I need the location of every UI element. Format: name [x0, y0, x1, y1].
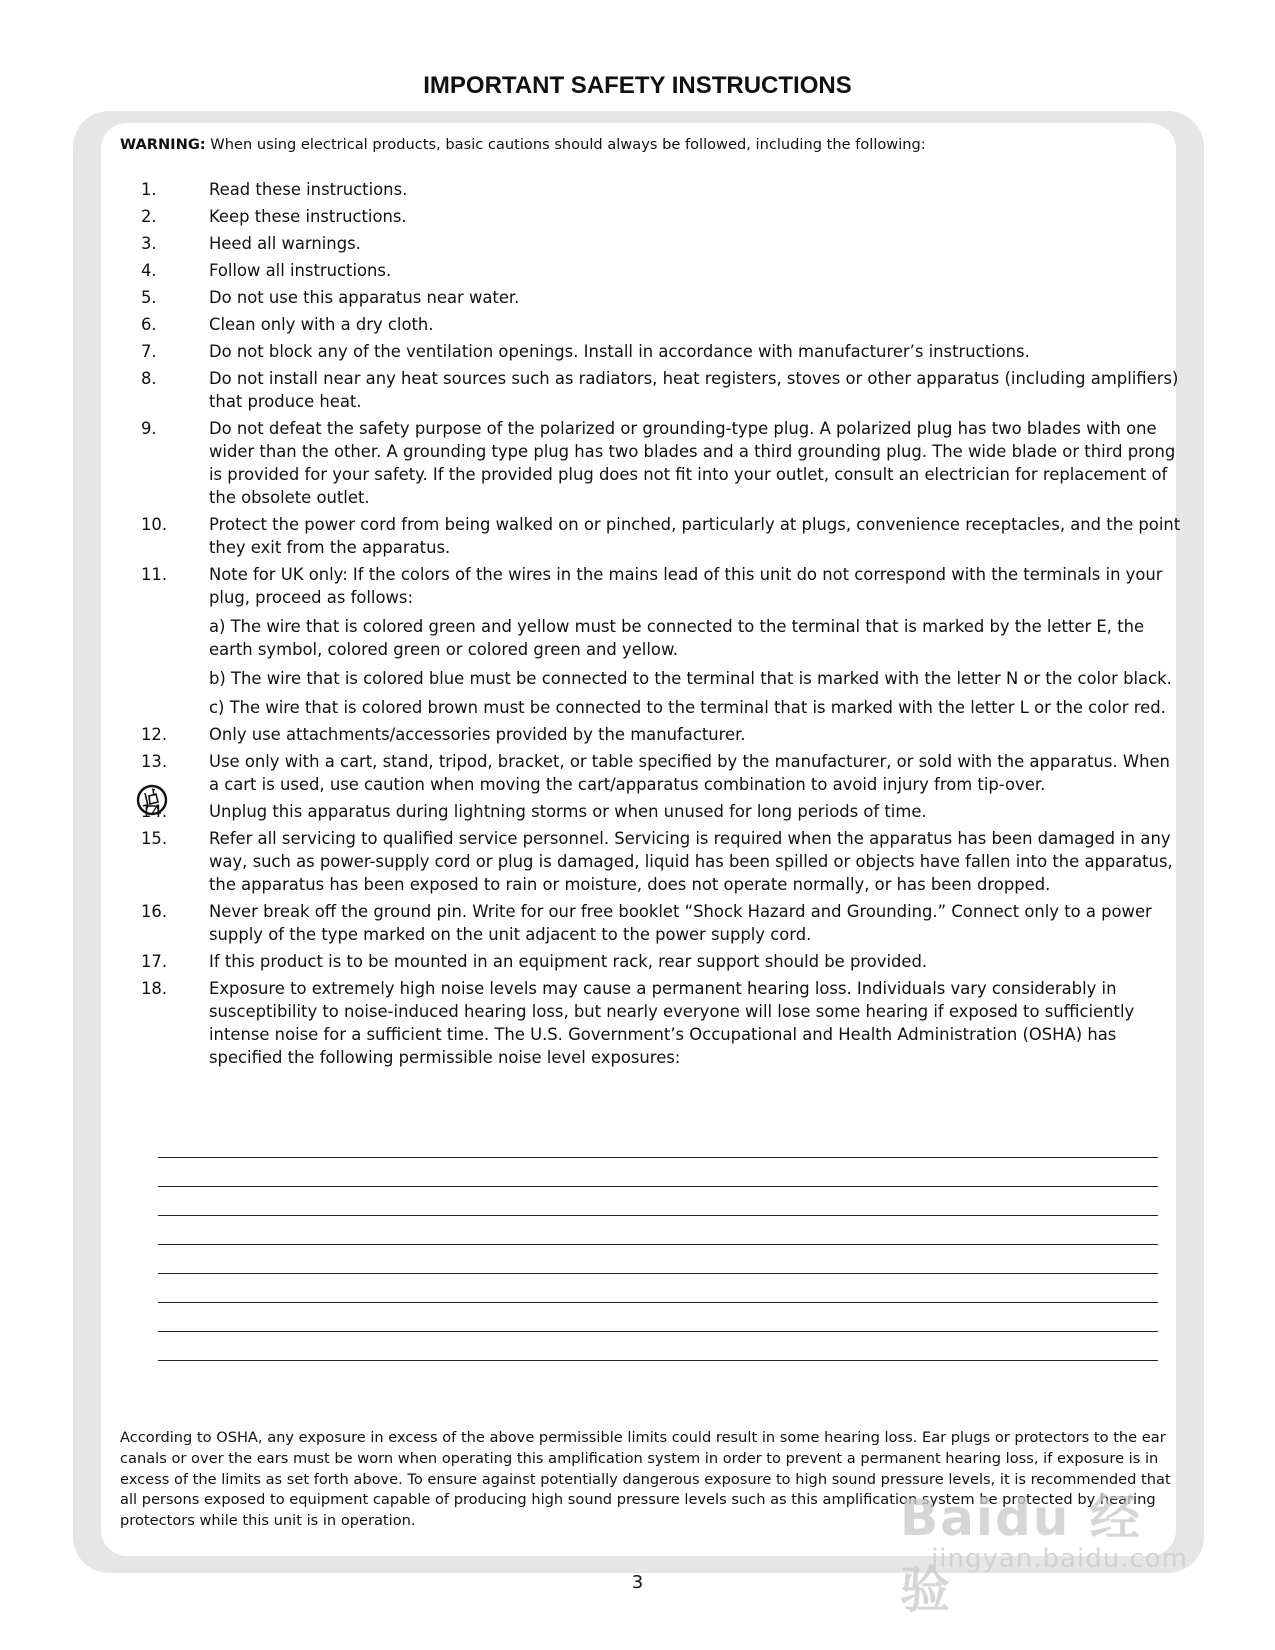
item-number: 13.: [141, 752, 168, 771]
item-number: 7.: [141, 342, 157, 361]
item-text: Refer all servicing to qualified service personnel. Servicing is required when the apparatus has been damaged in any way, such as power-supply cord or plug is damaged, liquid has been spilled or objects have fallen into the apparatus, the apparatus has been exposed to rain or moisture, does not operate normally, or has been dropped.: [209, 829, 1173, 894]
item-text: Never break off the ground pin. Write for our free booklet “Shock Hazard and Grounding.” Connect only to a power supply of the type marked on the unit adjacent to the power supply cord.: [209, 902, 1152, 944]
warning-text: When using electrical products, basic cautions should always be followed, including the following:: [210, 136, 926, 153]
item-number: 5.: [141, 288, 157, 307]
item-text: If this product is to be mounted in an equipment rack, rear support should be provided.: [209, 952, 928, 971]
item-number: 11.: [141, 565, 168, 584]
item-text: Unplug this apparatus during lightning storms or when unused for long periods of time.: [209, 802, 927, 821]
item-number: 2.: [141, 207, 157, 226]
item-number: 4.: [141, 261, 157, 280]
table-rule: [158, 1157, 1158, 1158]
table-rule: [158, 1215, 1158, 1216]
warning-line: [120, 135, 1170, 155]
watermark-url: jingyan.baidu.com: [931, 1544, 1188, 1574]
uk-note: a) The wire that is colored green and yellow must be connected to the terminal that is marked by the letter E, the earth symbol, colored green or colored green and yellow.: [209, 617, 1145, 659]
list-item: [141, 178, 1181, 201]
item-text: Do not block any of the ventilation openings. Install in accordance with manufacturer’s instructions.: [209, 342, 1030, 361]
item-text: Use only with a cart, stand, tripod, bracket, or table specified by the manufacturer, or sold with the apparatus. When a cart is used, use caution when moving the cart/apparatus combination to avoid injury from tip-over.: [209, 752, 1170, 794]
list-item: [141, 977, 1181, 1069]
item-number: 8.: [141, 369, 157, 388]
list-item: [141, 205, 1181, 228]
instructions-list: [141, 178, 1181, 1073]
item-number: 15.: [141, 829, 168, 848]
item-text: Protect the power cord from being walked on or pinched, particularly at plugs, convenience receptacles, and the point they exit from the apparatus.: [209, 515, 1181, 557]
list-item: [141, 950, 1181, 973]
list-item: [141, 367, 1181, 413]
warning-label: WARNING:: [120, 136, 206, 153]
item-number: 3.: [141, 234, 157, 253]
list-item: [141, 563, 1181, 609]
list-item: [141, 750, 1181, 796]
item-text: Only use attachments/accessories provided by the manufacturer.: [209, 725, 746, 744]
page-number: 3: [631, 1572, 644, 1593]
item-text: Do not install near any heat sources such as radiators, heat registers, stoves or other apparatus (including amplifiers) that produce heat.: [209, 369, 1179, 411]
table-rule: [158, 1331, 1158, 1332]
item-number: 6.: [141, 315, 157, 334]
list-item: [141, 232, 1181, 255]
cart-tip-over-warning-icon: [136, 784, 168, 816]
list-item: [141, 900, 1181, 946]
uk-note: b) The wire that is colored blue must be connected to the terminal that is marked with the letter N or the color black.: [209, 669, 1172, 688]
item-text: Exposure to extremely high noise levels may cause a permanent hearing loss. Individuals vary considerably in susceptibility to noise-induced hearing loss, but nearly everyone will lose some hearing if exposed to sufficiently intense noise for a sufficient time. The U.S. Government’s Occupational and Health Administration (OSHA) has specified the following permissible noise level exposures:: [209, 979, 1135, 1067]
item-number: 12.: [141, 725, 168, 744]
item-number: 9.: [141, 419, 157, 438]
item-text: Note for UK only: If the colors of the wires in the mains lead of this unit do not correspond with the terminals in your plug, proceed as follows:: [209, 565, 1163, 607]
item-number: 1.: [141, 180, 157, 199]
item-text: Do not use this apparatus near water.: [209, 288, 520, 307]
watermark-main: Baidu 经验: [900, 1489, 1142, 1619]
item-text: Follow all instructions.: [209, 261, 392, 280]
list-item: [141, 800, 1181, 823]
table-rule: [158, 1273, 1158, 1274]
item-text: Heed all warnings.: [209, 234, 361, 253]
item-number: 17.: [141, 952, 168, 971]
table-rule: [158, 1244, 1158, 1245]
list-item: [141, 723, 1181, 746]
table-rule: [158, 1186, 1158, 1187]
item-text: Clean only with a dry cloth.: [209, 315, 434, 334]
item-text: Read these instructions.: [209, 180, 408, 199]
table-rule: [158, 1302, 1158, 1303]
page-title: IMPORTANT SAFETY INSTRUCTIONS: [423, 72, 852, 99]
list-item: [141, 340, 1181, 363]
item-number: 16.: [141, 902, 168, 921]
osha-note: According to OSHA, any exposure in excess of the above permissible limits could result in some hearing loss. Ear plugs or protectors to the ear canals or over the ears must be worn when operating this amplification system in order to prevent a permanent hearing loss, if exposure is in excess of the limits as set forth above. To ensure against potentially dangerous exposure to high sound pressure levels, it is recommended that all persons exposed to equipment capable of producing high sound pressure levels such as this amplification system be protected by hearing protectors while this unit is in operation.: [120, 1429, 1171, 1530]
list-item: [141, 417, 1181, 509]
table-rule: [158, 1360, 1158, 1361]
list-item: [141, 286, 1181, 309]
list-item: [141, 313, 1181, 336]
item-text: Do not defeat the safety purpose of the polarized or grounding-type plug. A polarized plug has two blades with one wider than the other. A grounding type plug has two blades and a third grounding plug. The wide blade or third prong is provided for your safety. If the provided plug does not fit into your outlet, consult an electrician for replacement of the obsolete outlet.: [209, 419, 1176, 507]
list-item: [141, 827, 1181, 896]
item-number: 14.: [141, 802, 168, 821]
item-text: Keep these instructions.: [209, 207, 407, 226]
item-number: 10.: [141, 515, 168, 534]
list-item: [141, 259, 1181, 282]
list-item: [141, 513, 1181, 559]
uk-note: c) The wire that is colored brown must be connected to the terminal that is marked with the letter L or the color red.: [209, 698, 1166, 717]
item-number: 18.: [141, 979, 168, 998]
